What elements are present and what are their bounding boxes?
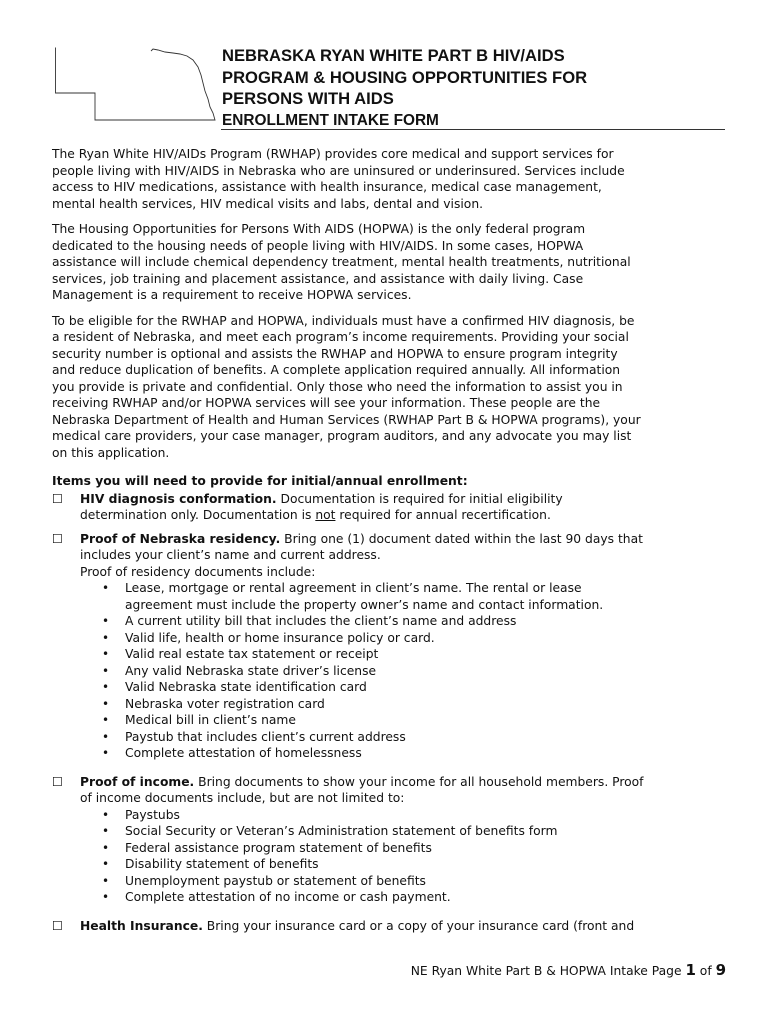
item-label: Proof of income. xyxy=(80,774,195,789)
checkbox-income[interactable]: ☐ xyxy=(52,774,64,789)
checklist-item-income xyxy=(52,774,722,906)
list-item: • Medical bill in client’s name xyxy=(102,713,296,727)
form-title-line-2: PROGRAM & HOUSING OPPORTUNITIES FOR xyxy=(222,67,588,87)
footer-of: of xyxy=(695,964,716,978)
nebraska-map-outline xyxy=(55,47,217,121)
bullet-icon: • xyxy=(102,680,110,694)
checkbox-health-insurance[interactable]: ☐ xyxy=(52,918,64,933)
text-line: a resident of Nebraska, and meet each program’s income requirements. Providing your social xyxy=(52,330,629,344)
bullet-icon: • xyxy=(102,581,110,595)
text-line: on this application. xyxy=(52,445,170,460)
item-text: required for annual recertification. xyxy=(335,508,551,522)
text-line: receiving RWHAP and/or HOPWA services will see your information. These people are the xyxy=(52,396,601,410)
list-item: • Valid real estate tax statement or receipt xyxy=(102,647,379,661)
total-page-count: 9 xyxy=(715,961,726,979)
checklist-item-residency xyxy=(52,531,722,762)
text-line: The Housing Opportunities for Persons With AIDS (HOPWA) is the only federal program xyxy=(52,222,586,236)
list-item: • Complete attestation of no income or cash payment. xyxy=(102,890,451,904)
text-line: and reduce duplication of benefits. A complete application required annually. All information xyxy=(52,363,621,377)
item-text: Bring one (1) document dated within the last 90 days that xyxy=(280,531,643,546)
list-item: • Paystub that includes client’s current address xyxy=(102,729,406,744)
form-subtitle: ENROLLMENT INTAKE FORM xyxy=(222,111,439,129)
item-text: includes your client’s name and current address. xyxy=(80,548,381,562)
bullet-icon: • xyxy=(102,696,110,711)
text-line: assistance will include chemical dependency treatment, mental health treatments, nutritional xyxy=(52,255,631,269)
list-item: • Valid life, health or home insurance policy or card. xyxy=(102,630,435,645)
intro-paragraph-rwhap xyxy=(52,146,722,212)
text-line: people living with HIV/AIDS in Nebraska who are uninsured or underinsured. Services include xyxy=(52,163,625,178)
bullet-icon: • xyxy=(102,746,110,760)
intro-paragraph-hopwa xyxy=(52,221,722,304)
form-title-line-1: NEBRASKA RYAN WHITE PART B HIV/AIDS xyxy=(222,46,565,65)
item-text: Proof of residency documents include: xyxy=(80,564,316,579)
list-item: • Any valid Nebraska state driver’s license xyxy=(102,663,377,678)
checkbox-hiv-diagnosis[interactable]: ☐ xyxy=(52,491,64,506)
items-heading: Items you will need to provide for initial/annual enrollment: xyxy=(52,474,468,488)
emphasis-not: not xyxy=(315,508,336,522)
list-item: • Nebraska voter registration card xyxy=(102,696,325,711)
bullet-icon: • xyxy=(102,807,110,822)
bullet-icon: • xyxy=(102,840,110,855)
list-item: • Social Security or Veteran’s Administration statement of benefits form xyxy=(102,824,558,838)
item-text: determination only. Documentation is xyxy=(80,508,316,522)
item-label: Health Insurance. xyxy=(80,918,203,933)
list-item: • Unemployment paystub or statement of benefits xyxy=(102,873,426,888)
text-line: The Ryan White HIV/AIDs Program (RWHAP) provides core medical and support services for xyxy=(52,147,614,161)
bullet-icon: • xyxy=(102,873,110,888)
title-divider xyxy=(221,129,725,130)
footer-text: NE Ryan White Part B & HOPWA Intake Page xyxy=(410,964,686,978)
bullet-icon: • xyxy=(102,713,110,727)
text-line: access to HIV medications, assistance with health insurance, medical case management, xyxy=(52,180,602,194)
checkbox-residency[interactable]: ☐ xyxy=(52,531,64,546)
list-item: • Complete attestation of homelessness xyxy=(102,746,362,760)
item-label: HIV diagnosis conformation. xyxy=(80,491,277,506)
current-page-number: 1 xyxy=(685,961,696,979)
item-text: Bring your insurance card or a copy of your insurance card (front and xyxy=(202,918,635,933)
text-line: dedicated to the housing needs of people living with HIV/AIDS. In some cases, HOPWA xyxy=(52,238,584,253)
intro-paragraph-eligibility xyxy=(52,313,722,462)
text-line: medical care providers, your case manager, program auditors, and any advocate you may list xyxy=(52,429,632,443)
income-documents-list xyxy=(80,807,722,906)
text-line: Management is a requirement to receive HOPWA services. xyxy=(52,288,412,302)
item-text: Bring documents to show your income for all household members. Proof xyxy=(194,774,644,789)
bullet-icon: • xyxy=(102,857,110,871)
text-line: To be eligible for the RWHAP and HOPWA, individuals must have a confirmed HIV diagnosis, be xyxy=(52,313,635,328)
item-text: of income documents include, but are not limited to: xyxy=(80,791,405,805)
bullet-icon: • xyxy=(102,647,110,661)
text-line: you provide is private and confidential. Only those who need the information to assist you in xyxy=(52,379,623,394)
text-line: mental health services, HIV medical visits and labs, dental and vision. xyxy=(52,196,484,211)
form-title-line-3: PERSONS WITH AIDS xyxy=(222,89,394,108)
text-line: services, job training and placement assistance, and assistance with daily living. Case xyxy=(52,271,584,286)
list-item: • Disability statement of benefits xyxy=(102,857,319,871)
list-item: • Paystubs xyxy=(102,807,180,822)
bullet-icon: • xyxy=(102,890,110,904)
list-item: • Valid Nebraska state identification card xyxy=(102,680,367,694)
list-item: • A current utility bill that includes the client’s name and address xyxy=(102,614,517,628)
bullet-icon: • xyxy=(102,663,110,678)
item-text: Documentation is required for initial eligibility xyxy=(276,491,563,506)
document-body xyxy=(52,146,722,941)
text-line: security number is optional and assists the RWHAP and HOPWA to ensure program integrity xyxy=(52,346,618,361)
list-item-continuation: agreement must include the property owner’s name and contact information. xyxy=(125,597,604,612)
item-label: Proof of Nebraska residency. xyxy=(80,531,281,546)
bullet-icon: • xyxy=(102,614,110,628)
bullet-icon: • xyxy=(102,630,110,645)
bullet-icon: • xyxy=(102,824,110,838)
text-line: Nebraska Department of Health and Human Services (RWHAP Part B & HOPWA programs), your xyxy=(52,412,641,427)
checklist-item-hiv-diagnosis xyxy=(52,491,722,524)
list-item: • Federal assistance program statement of benefits xyxy=(102,840,432,855)
form-title-block xyxy=(222,45,722,131)
list-item: • Lease, mortgage or rental agreement in client’s name. The rental or lease xyxy=(102,581,582,595)
residency-documents-list xyxy=(80,580,722,762)
page-footer xyxy=(411,961,726,979)
checklist-item-health-insurance xyxy=(52,918,722,935)
bullet-icon: • xyxy=(102,729,110,744)
